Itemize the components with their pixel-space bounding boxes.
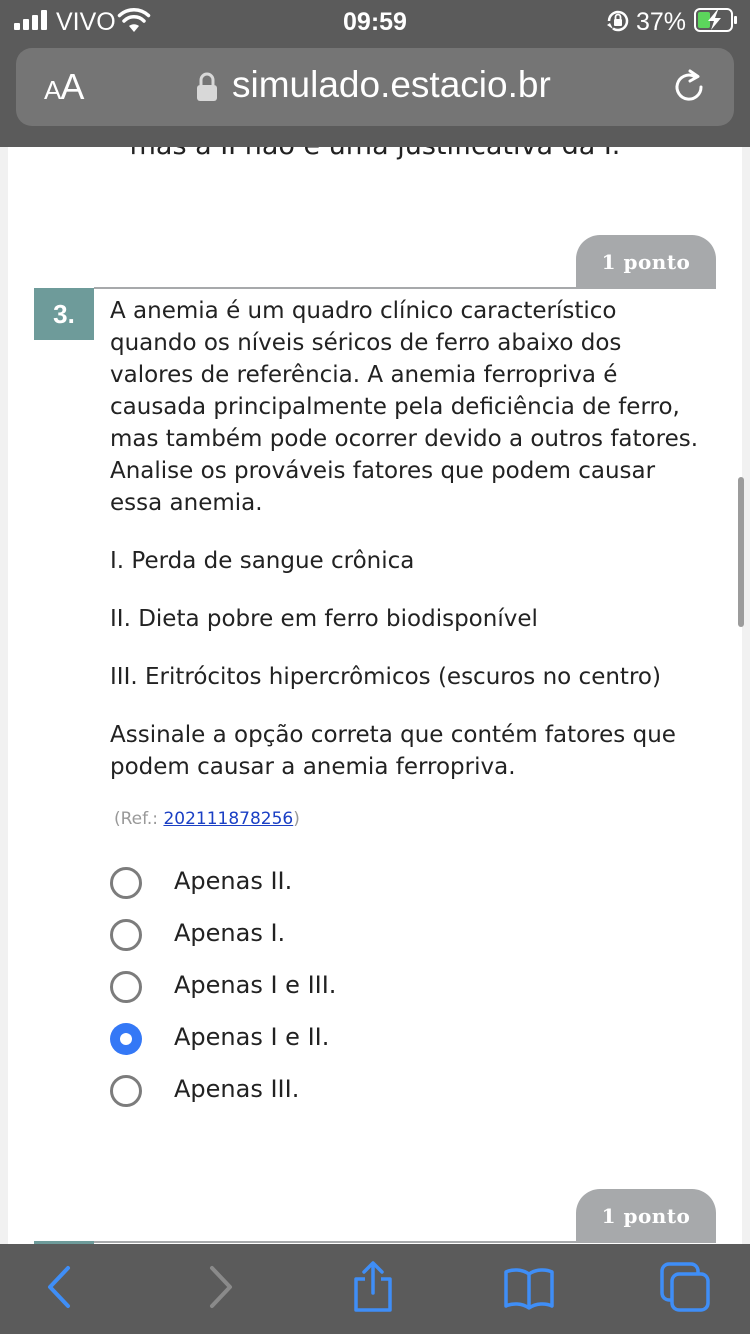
reference-line [114, 809, 300, 829]
forward-arrow-icon[interactable] [194, 1262, 244, 1312]
tabs-icon[interactable] [660, 1262, 710, 1312]
url-text[interactable]: simulado.estacio.br [232, 64, 551, 105]
question-divider-next [94, 1241, 716, 1243]
scroll-indicator[interactable] [738, 477, 744, 627]
question-divider [94, 287, 716, 289]
radio-button[interactable] [110, 971, 142, 1003]
question-item: III. Eritrócitos hipercrômicos (escuros no centro) [110, 664, 661, 690]
question-instruction: Assinale a opção correta que contém fatores que podem causar a anemia ferropriva. [110, 722, 676, 780]
status-time: 09:59 [343, 8, 407, 36]
radio-button[interactable] [110, 867, 142, 899]
radio-button[interactable] [110, 919, 142, 951]
browser-top-chrome [0, 0, 750, 147]
points-tab-next: 1 ponto [576, 1189, 716, 1243]
padlock-icon [196, 72, 218, 102]
back-arrow-icon[interactable] [36, 1262, 86, 1312]
option-label: Apenas I e III. [174, 971, 337, 999]
radio-button[interactable] [110, 1075, 142, 1107]
orientation-lock-icon [604, 7, 632, 35]
question-statement: A anemia é um quadro clínico característico quando os níveis séricos de ferro abaixo dos valores de referência. A anemia ferropriva é causada principalmente pela deficiência de ferro, mas também pode ocorrer devido a outros fatores. Analise os prováveis fatores que podem causar essa anemia. [110, 298, 699, 516]
points-tab: 1 ponto [576, 235, 716, 289]
option-label: Apenas I e II. [174, 1023, 330, 1051]
battery-percentage: 37% [636, 8, 687, 36]
status-bar [0, 0, 750, 44]
option-label: Apenas I. [174, 919, 286, 947]
text-size-button[interactable]: AA [44, 66, 84, 107]
answer-option[interactable] [108, 915, 528, 955]
carrier-name: VIVO [56, 8, 116, 36]
reference-link[interactable]: 202111878256 [163, 809, 294, 829]
share-icon[interactable] [348, 1262, 398, 1312]
answer-option[interactable] [108, 1071, 528, 1111]
radio-button[interactable] [110, 1023, 142, 1055]
option-label: Apenas II. [174, 867, 293, 895]
battery-charging-icon [694, 8, 738, 32]
option-label: Apenas III. [174, 1075, 300, 1103]
question-item: I. Perda de sangue crônica [110, 548, 415, 574]
bookmarks-icon[interactable] [504, 1262, 554, 1312]
answer-option[interactable] [108, 967, 528, 1007]
page-content [8, 147, 742, 1244]
question-number: 3. [34, 288, 94, 340]
answer-option[interactable] [108, 1019, 528, 1059]
question-body [110, 295, 710, 809]
address-bar[interactable] [16, 48, 734, 126]
reload-icon[interactable] [670, 68, 708, 106]
answer-option[interactable] [108, 863, 528, 903]
ref-suffix: ) [293, 809, 300, 829]
ref-prefix: (Ref.: [114, 809, 164, 829]
browser-toolbar [0, 1244, 750, 1334]
question-item: II. Dieta pobre em ferro biodisponível [110, 606, 538, 632]
